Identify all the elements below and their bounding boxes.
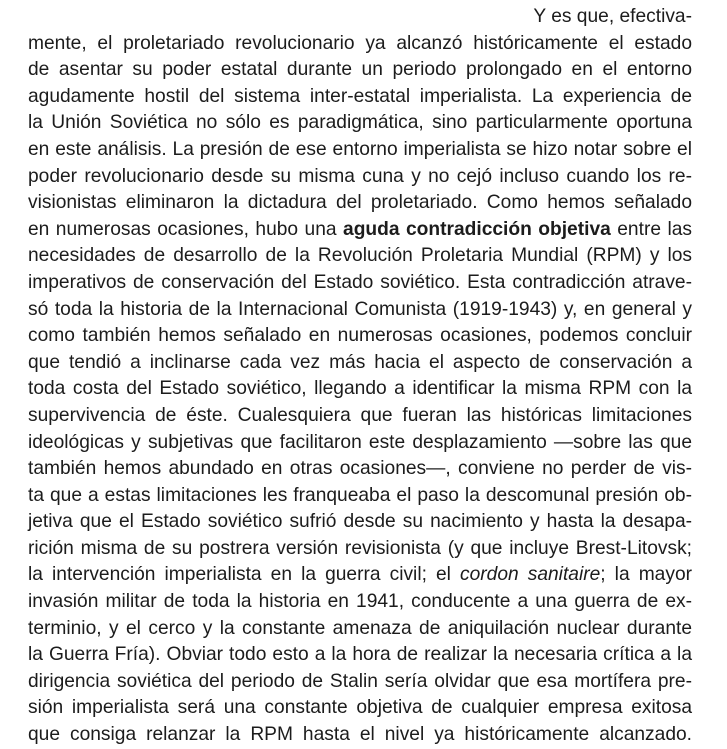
text-line: agudamente hostil del sistema inter-estatal imperialista. La experiencia de bbox=[28, 85, 692, 107]
text-line: que tendió a inclinarse cada vez más hacia el aspecto de conservación a bbox=[28, 351, 692, 373]
text-line: la Unión Soviética no sólo es paradigmática, sino particularmente oportuna bbox=[28, 112, 692, 134]
bold-emphasis: aguda contradicción objetiva bbox=[343, 218, 611, 240]
text-line: la Guerra Fría). Obviar todo esto a la hora de realizar la necesaria crítica a la bbox=[28, 644, 692, 666]
text-line: mente, el proletariado revolucionario ya alcanzó históricamente el estado bbox=[28, 32, 692, 54]
text-line bbox=[28, 562, 692, 589]
text-line: ideológicas y subjetivas que facilitaron este desplazamiento —sobre las que bbox=[28, 431, 692, 453]
text-line: rición misma de su postrera versión revisionista (y que incluye Brest-Litovsk; bbox=[28, 537, 692, 559]
text-segment: en numerosas ocasiones, hubo una bbox=[28, 218, 344, 240]
text-line: só toda la historia de la Internacional Comunista (1919-1943) y, en general y bbox=[28, 298, 692, 320]
text-line: ta que a estas limitaciones les franqueaba el paso la descomunal presión ob- bbox=[28, 484, 692, 506]
text-line: que consiga relanzar la RPM hasta el nivel ya históricamente alcanzado. bbox=[28, 724, 692, 746]
text-line: como también hemos señalado en numerosas ocasiones, podemos concluir bbox=[28, 325, 692, 347]
text-line: también hemos abundado en otras ocasiones—, conviene no perder de vis- bbox=[28, 458, 692, 480]
text-line: visionistas eliminaron la dictadura del proletariado. Como hemos señalado bbox=[28, 192, 692, 214]
text-line: toda costa del Estado soviético, llegando a identificar la misma RPM con la bbox=[28, 378, 692, 400]
text-line: sión imperialista será una constante objetiva de cualquier empresa exitosa bbox=[28, 697, 692, 719]
text-segment: la intervención imperialista en la guerra civil; el bbox=[28, 564, 460, 586]
text-line: dirigencia soviética del periodo de Stalin sería olvidar que esa mortífera pre- bbox=[28, 670, 692, 692]
body-paragraph bbox=[28, 4, 692, 749]
text-line: imperativos de conservación del Estado soviético. Esta contradicción atrave- bbox=[28, 271, 692, 293]
text-line: invasión militar de toda la historia en 1941, conducente a una guerra de ex- bbox=[28, 591, 692, 613]
text-line bbox=[28, 217, 692, 244]
text-line: terminio, y el cerco y la constante amenaza de aniquilación nuclear durante bbox=[28, 617, 692, 639]
text-line: en este análisis. La presión de ese entorno imperialista se hizo notar sobre el bbox=[28, 138, 692, 160]
text-line: poder revolucionario desde su misma cuna y no cejó incluso cuando los re- bbox=[28, 165, 692, 187]
text-line: necesidades de desarrollo de la Revolución Proletaria Mundial (RPM) y los bbox=[28, 245, 693, 267]
text-line: de asentar su poder estatal durante un periodo prolongado en el entorno bbox=[28, 59, 692, 81]
italic-emphasis: cordon sanitaire bbox=[460, 564, 601, 586]
text-line: jetiva que el Estado soviético sufrió desde su nacimiento y hasta la desapa- bbox=[28, 511, 692, 533]
text-segment: entre las bbox=[610, 218, 692, 240]
document-page bbox=[28, 4, 692, 749]
text-line: supervivencia de éste. Cualesquiera que fueran las históricas limitaciones bbox=[28, 404, 692, 426]
text-segment: ; la mayor bbox=[600, 564, 693, 586]
text-line: Y es que, efectiva- bbox=[533, 6, 692, 27]
